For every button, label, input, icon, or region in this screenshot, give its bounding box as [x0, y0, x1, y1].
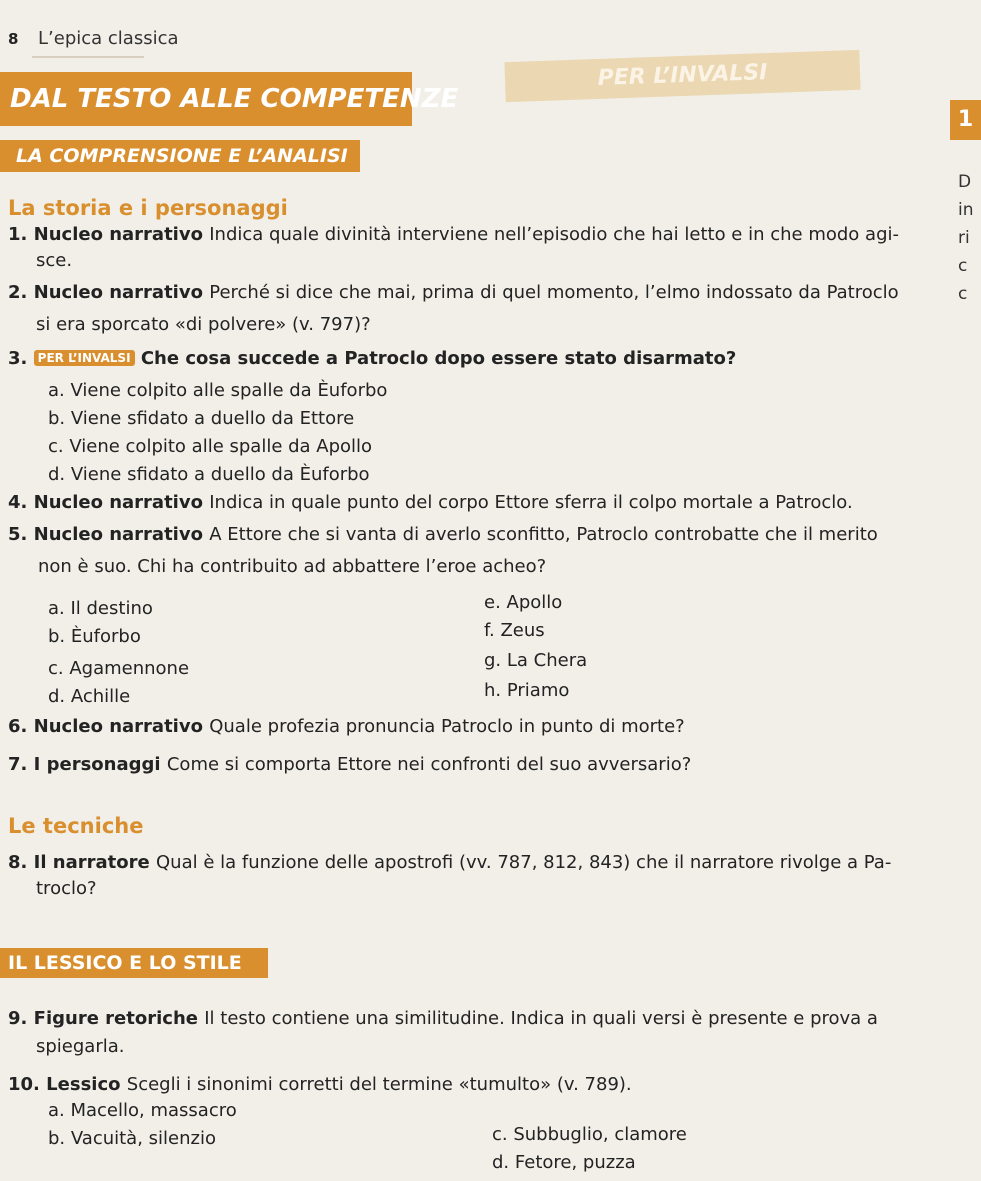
question-2: [8, 282, 899, 303]
option-5c: c. Agamennone: [48, 658, 190, 679]
option-5e: e. Apollo: [484, 592, 563, 613]
invalsi-tag: PER L’INVALSI: [34, 350, 135, 366]
question-text: Perché si dice che mai, prima di quel momento, l’elmo indossato da Patroclo: [209, 282, 899, 303]
option-5h: h. Priamo: [484, 680, 570, 701]
option-10a: a. Macello, massacro: [48, 1100, 237, 1121]
question-3: [8, 348, 736, 369]
question-text: Qual è la funzione delle apostrofi (vv. 787, 812, 843) che il narratore rivolge a Pa-: [156, 852, 892, 873]
question-text: A Ettore che si vanta di averlo sconfitto, Patroclo controbatte che il merito: [209, 524, 878, 545]
question-tag: Il narratore: [33, 852, 150, 873]
question-text: Come si comporta Ettore nei confronti del suo avversario?: [166, 754, 692, 775]
chapter-title: L’epica classica: [38, 28, 179, 49]
chapter-underline: [32, 56, 144, 58]
option-5a: a. Il destino: [48, 598, 153, 619]
edge-fragment: ri: [958, 228, 970, 248]
question-number: 8.: [8, 852, 28, 873]
question-tag: Figure retoriche: [33, 1008, 198, 1029]
question-number: 6.: [8, 716, 28, 737]
option-3c: c. Viene colpito alle spalle da Apollo: [48, 436, 373, 457]
question-text: Scegli i sinonimi corretti del termine «tumulto» (v. 789).: [126, 1074, 632, 1095]
question-text: Indica quale divinità interviene nell’episodio che hai letto e in che modo agi-: [209, 224, 899, 245]
question-10: [8, 1074, 632, 1095]
question-number: 3.: [8, 348, 28, 369]
question-tag: Nucleo narrativo: [33, 492, 203, 513]
corner-badge: 1: [950, 100, 981, 140]
question-tag: Nucleo narrativo: [33, 224, 203, 245]
question-7: [8, 754, 691, 775]
section-banner-competenze: DAL TESTO ALLE COMPETENZE: [0, 72, 412, 126]
question-8: [8, 852, 891, 873]
question-number: 9.: [8, 1008, 28, 1029]
question-9: [8, 1008, 878, 1029]
question-text: Il testo contiene una similitudine. Indica in quali versi è presente e prova a: [204, 1008, 878, 1029]
option-10d: d. Fetore, puzza: [492, 1152, 636, 1173]
question-5-continued: non è suo. Chi ha contribuito ad abbattere l’eroe acheo?: [38, 556, 547, 577]
edge-fragment: c: [958, 284, 968, 304]
option-3d: d. Viene sfidato a duello da Èuforbo: [48, 464, 370, 485]
question-number: 4.: [8, 492, 28, 513]
bleed-through-banner: PER L’INVALSI: [504, 50, 860, 102]
edge-fragment: D: [958, 172, 972, 192]
option-5d: d. Achille: [48, 686, 131, 707]
section-heading-storia: La storia e i personaggi: [8, 196, 288, 220]
question-5: [8, 524, 878, 545]
question-tag: Nucleo narrativo: [33, 282, 203, 303]
edge-fragment: in: [958, 200, 974, 220]
question-2-continued: si era sporcato «di polvere» (v. 797)?: [36, 314, 371, 335]
question-4: [8, 492, 853, 513]
question-text: Che cosa succede a Patroclo dopo essere stato disarmato?: [140, 348, 737, 369]
page-number: 8: [8, 30, 19, 48]
option-10b: b. Vacuità, silenzio: [48, 1128, 216, 1149]
question-9-continued: spiegarla.: [36, 1036, 125, 1057]
question-tag: Nucleo narrativo: [33, 524, 203, 545]
question-number: 10.: [8, 1074, 40, 1095]
question-6: [8, 716, 685, 737]
question-8-continued: troclo?: [36, 878, 97, 899]
question-text: Indica in quale punto del corpo Ettore sferra il colpo mortale a Patroclo.: [209, 492, 853, 513]
question-tag: Nucleo narrativo: [33, 716, 203, 737]
question-number: 7.: [8, 754, 28, 775]
question-number: 2.: [8, 282, 28, 303]
option-5f: f. Zeus: [484, 620, 545, 641]
question-text: Quale profezia pronuncia Patroclo in punto di morte?: [209, 716, 685, 737]
option-3a: a. Viene colpito alle spalle da Èuforbo: [48, 380, 388, 401]
question-tag: I personaggi: [33, 754, 161, 775]
subsection-banner-comprensione: LA COMPRENSIONE E L’ANALISI: [0, 140, 360, 172]
question-number: 5.: [8, 524, 28, 545]
option-3b: b. Viene sfidato a duello da Ettore: [48, 408, 355, 429]
question-tag: Lessico: [46, 1074, 121, 1095]
edge-fragment: c: [958, 256, 968, 276]
section-heading-tecniche: Le tecniche: [8, 814, 144, 838]
option-5g: g. La Chera: [484, 650, 588, 671]
option-10c: c. Subbuglio, clamore: [492, 1124, 687, 1145]
question-1: [8, 224, 899, 245]
question-1-continued: sce.: [36, 250, 73, 271]
question-number: 1.: [8, 224, 28, 245]
section-banner-lessico: IL LESSICO E LO STILE: [0, 948, 268, 978]
option-5b: b. Èuforbo: [48, 626, 141, 647]
